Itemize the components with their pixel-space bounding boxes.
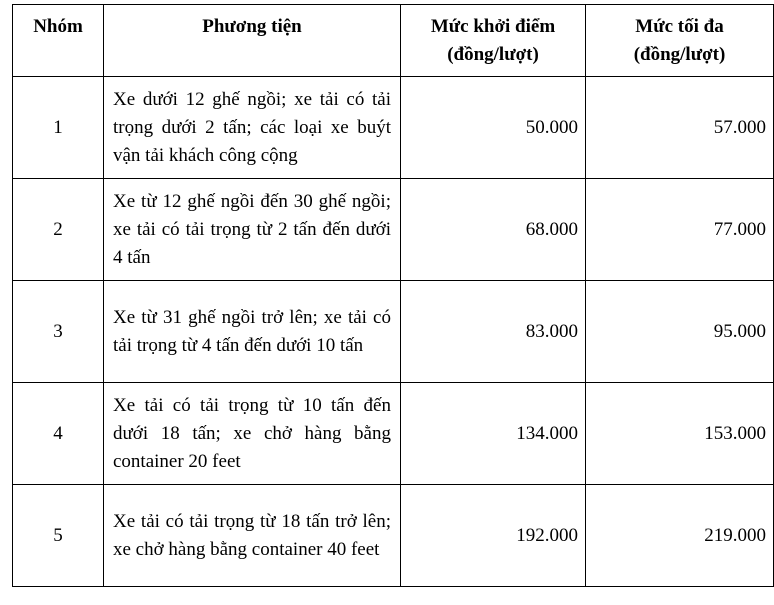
header-max-fee — [586, 5, 774, 77]
vehicle-cell: Xe tải có tải trọng từ 18 tấn trở lên; xe chở hàng bằng container 40 feet — [104, 485, 401, 587]
min-fee-cell: 192.000 — [401, 485, 586, 587]
group-cell: 3 — [13, 281, 104, 383]
table-row — [13, 281, 774, 383]
table-row — [13, 179, 774, 281]
max-fee-cell: 219.000 — [586, 485, 774, 587]
table-row — [13, 485, 774, 587]
header-vehicle — [104, 5, 401, 77]
min-fee-cell: 68.000 — [401, 179, 586, 281]
min-fee-cell: 50.000 — [401, 77, 586, 179]
header-group — [13, 5, 104, 77]
max-fee-cell: 77.000 — [586, 179, 774, 281]
header-min-fee — [401, 5, 586, 77]
header-group-label: Nhóm — [33, 16, 83, 37]
header-vehicle-label: Phương tiện — [202, 16, 302, 37]
cropped-text-fragment — [250, 598, 700, 605]
group-cell: 5 — [13, 485, 104, 587]
header-min-fee-unit: (đồng/lượt) — [447, 44, 539, 65]
vehicle-cell: Xe tải có tải trọng từ 10 tấn đến dưới 18 tấn; xe chở hàng bằng container 20 feet — [104, 383, 401, 485]
header-min-fee-title: Mức khởi điểm — [430, 16, 556, 37]
min-fee-cell: 83.000 — [401, 281, 586, 383]
toll-fee-table — [12, 4, 774, 587]
vehicle-cell: Xe dưới 12 ghế ngồi; xe tải có tải trọng dưới 2 tấn; các loại xe buýt vận tải khách công cộng — [104, 77, 401, 179]
group-cell: 4 — [13, 383, 104, 485]
header-max-fee-title: Mức tối đa — [635, 16, 724, 37]
max-fee-cell: 153.000 — [586, 383, 774, 485]
group-cell: 1 — [13, 77, 104, 179]
max-fee-cell: 95.000 — [586, 281, 774, 383]
vehicle-cell: Xe từ 12 ghế ngồi đến 30 ghế ngồi; xe tải có tải trọng từ 2 tấn đến dưới 4 tấn — [104, 179, 401, 281]
vehicle-cell: Xe từ 31 ghế ngồi trở lên; xe tải có tải trọng từ 4 tấn đến dưới 10 tấn — [104, 281, 401, 383]
header-max-fee-unit: (đồng/lượt) — [633, 44, 726, 65]
table-header-row — [13, 5, 774, 77]
min-fee-cell: 134.000 — [401, 383, 586, 485]
max-fee-cell: 57.000 — [586, 77, 774, 179]
table-row — [13, 383, 774, 485]
table-row — [13, 77, 774, 179]
group-cell: 2 — [13, 179, 104, 281]
